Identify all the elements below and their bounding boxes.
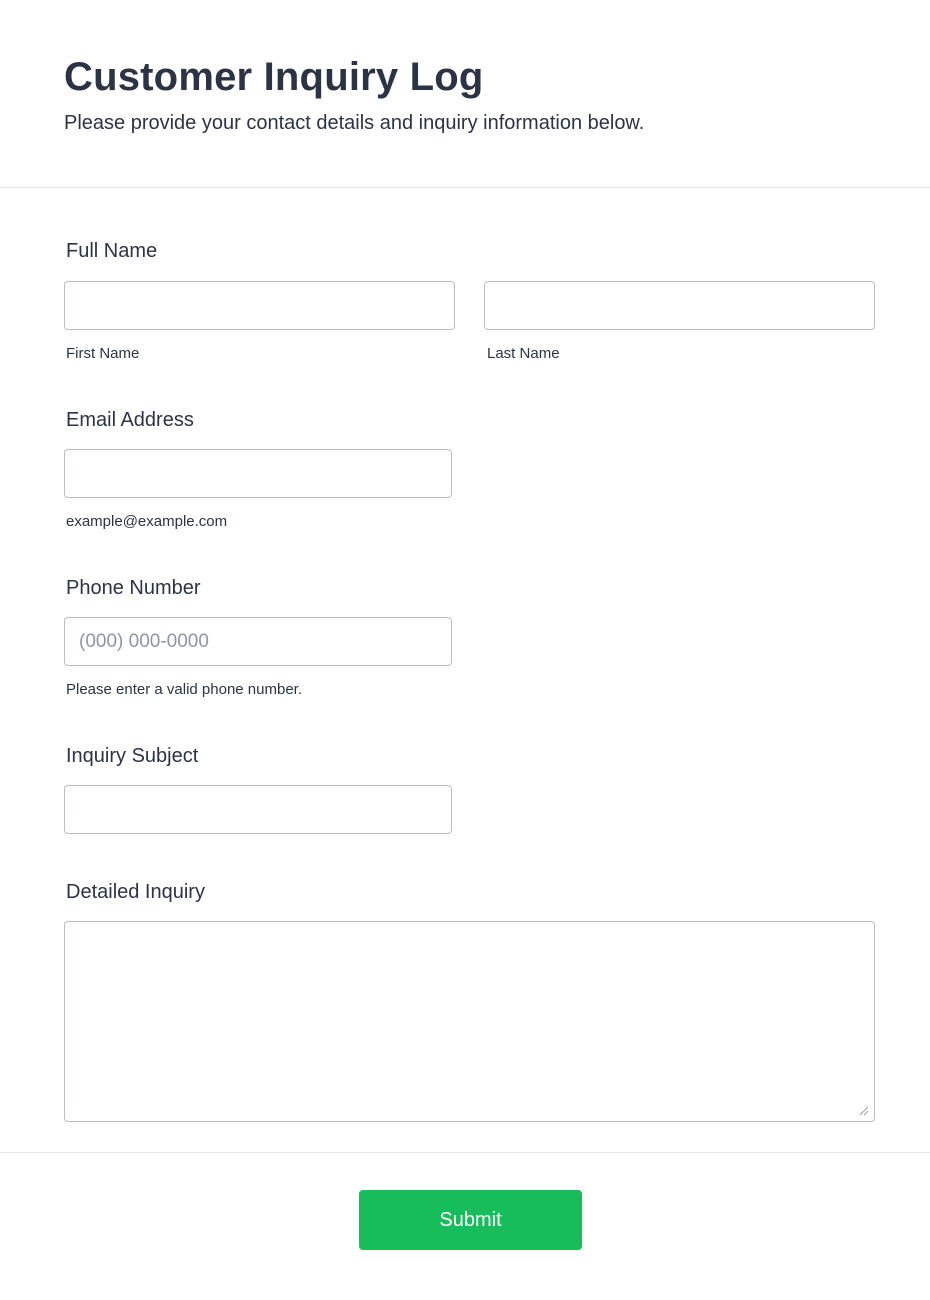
- form-header: [0, 0, 930, 188]
- phone-input[interactable]: [64, 617, 452, 666]
- email-field[interactable]: [64, 449, 452, 498]
- form-subtitle: Please provide your contact details and inquiry information below.: [64, 112, 645, 134]
- subject-input[interactable]: [64, 785, 452, 834]
- last-name-input[interactable]: [484, 281, 875, 330]
- footer-divider: [0, 1152, 930, 1153]
- last-name-sublabel: Last Name: [487, 345, 560, 362]
- details-textarea[interactable]: [64, 921, 875, 1122]
- email-label: Email Address: [66, 409, 194, 431]
- subject-label: Inquiry Subject: [66, 745, 199, 767]
- first-name-input[interactable]: [64, 281, 455, 330]
- full-name-label: Full Name: [66, 240, 158, 262]
- first-name-sublabel: First Name: [66, 345, 140, 362]
- details-label: Detailed Inquiry: [66, 881, 205, 903]
- form-title: Customer Inquiry Log: [64, 55, 484, 99]
- email-sublabel: example@example.com: [66, 513, 228, 530]
- phone-label: Phone Number: [66, 577, 201, 599]
- submit-button[interactable]: Submit: [359, 1190, 582, 1250]
- resize-handle-icon[interactable]: [857, 1104, 869, 1116]
- phone-sublabel: Please enter a valid phone number.: [66, 681, 302, 698]
